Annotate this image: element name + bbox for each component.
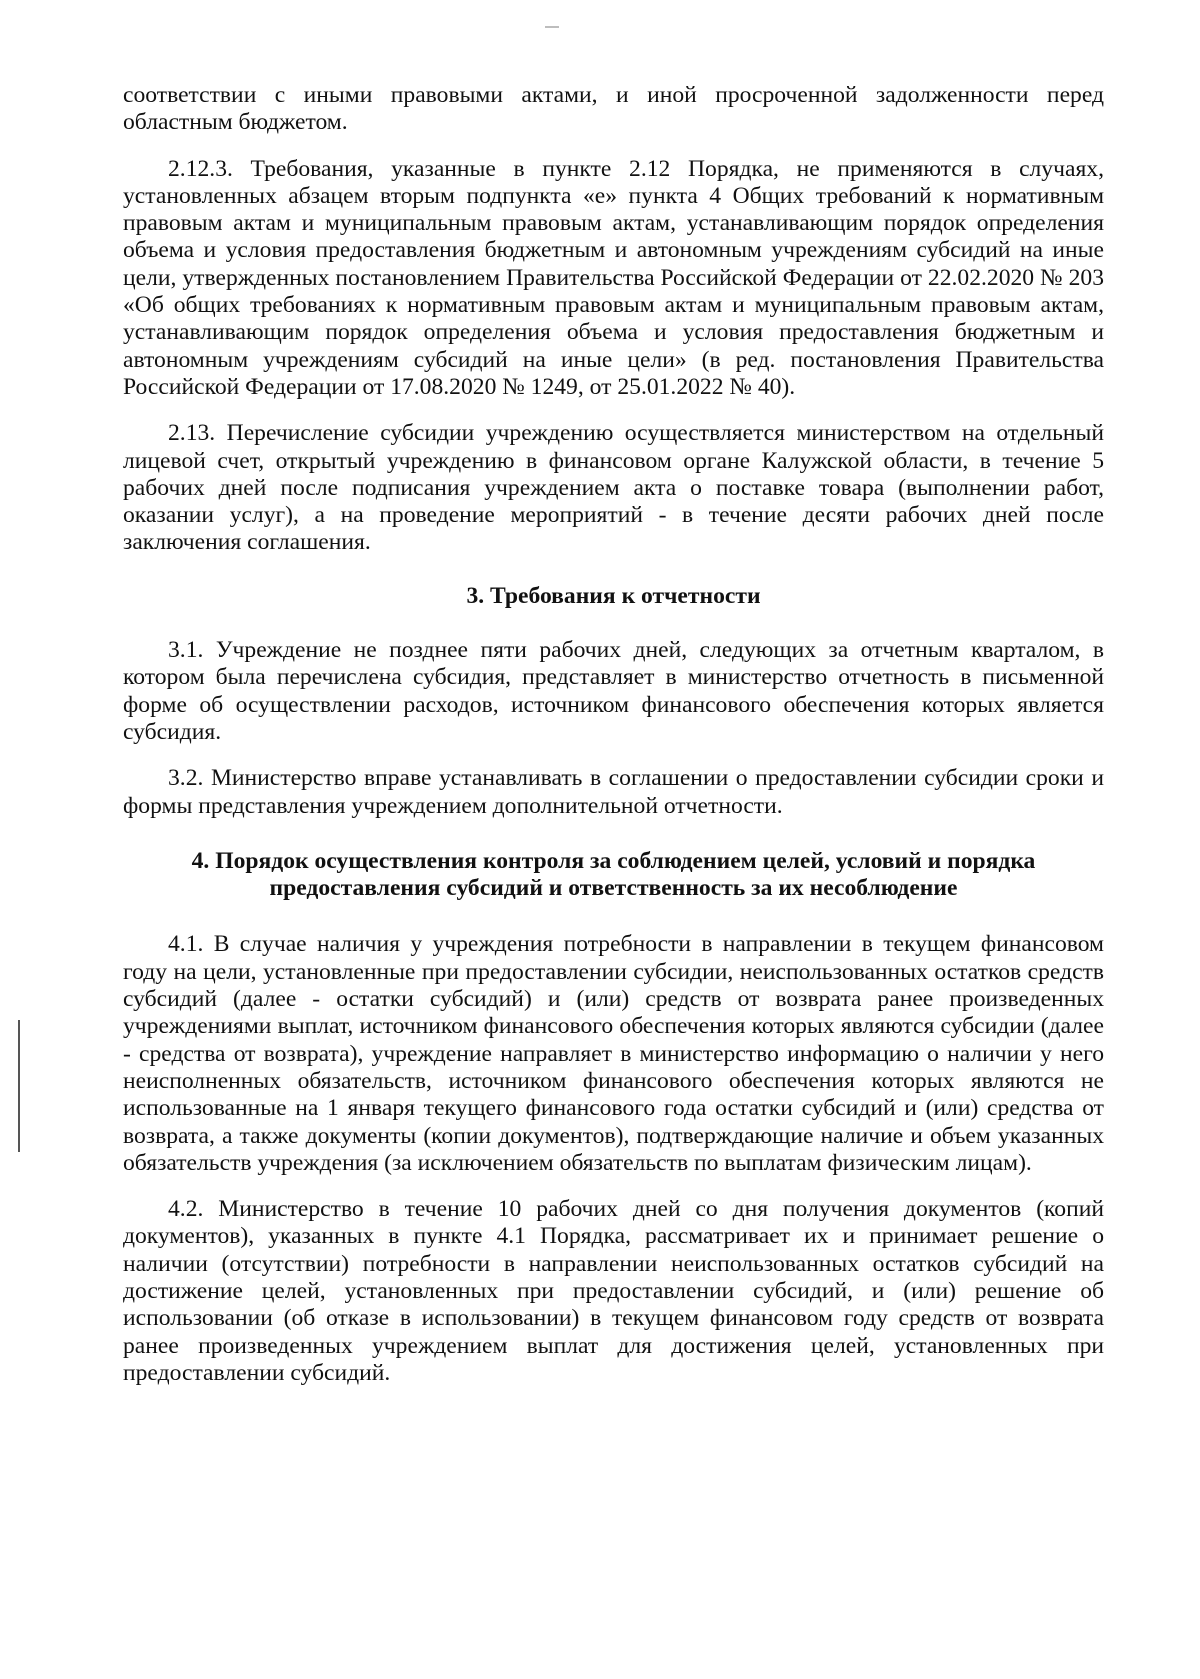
paragraph-4-2: 4.2. Министерство в течение 10 рабочих дней со дня получения документов (копий документов), указанных в пункте 4.1 Порядка, рассматривает их и принимает решение о наличии (отсутствии) потребности в направлении неиспользованных остатков субсидий на достижение целей, установленных при предоставлении субсидий, и (или) решение об использовании (об отказе в использовании) в текущем финансовом году средств от возврата ранее произведенных учреждением выплат для достижения целей, установленных при предоставлении субсидий.: [123, 1196, 1104, 1386]
paragraph-2-12-3: 2.12.3. Требования, указанные в пункте 2.12 Порядка, не применяются в случаях, установленных абзацем вторым подпункта «е» пункта 4 Общих требований к нормативным правовым актам и муниципальным правовым актам, устанавливающим порядок определения объема и условия предоставления бюджетным и автономным учреждениям субсидий на иные цели, утвержденных постановлением Правительства Российской Федерации от 22.02.2020 № 203 «Об общих требованиях к нормативным правовым актам и муниципальным правовым актам, устанавливающим порядок определения объема и условия предоставления бюджетным и автономным учреждениям субсидий на иные цели» (в ред. постановления Правительства Российской Федерации от 17.08.2020 № 1249, от 25.01.2022 № 40).: [123, 155, 1104, 400]
scan-margin-line: [18, 1020, 20, 1152]
section-4-heading-line-2: предоставления субсидий и ответственность за их несоблюдение: [269, 875, 958, 902]
paragraph-3-1: 3.1. Учреждение не позднее пяти рабочих дней, следующих за отчетным кварталом, в котором была перечислена субсидия, представляет в министерство отчетность в письменной форме об осуществлении расходов, источником финансового обеспечения которых является субсидия.: [123, 637, 1104, 745]
paragraph-4-1: 4.1. В случае наличия у учреждения потребности в направлении в текущем финансовом году на цели, установленные при предоставлении субсидии, неиспользованных остатков средств субсидий (далее - остатки субсидий) и (или) средств от возврата ранее произведенных учреждениями выплат, источником финансового обеспечения которых являются субсидии (далее - средства от возврата), учреждение направляет в министерство информацию о наличии у него неисполненных обязательств, источником финансового обеспечения которых являются не использованные на 1 января текущего финансового года остатки субсидий и (или) средства от возврата, а также документы (копии документов), подтверждающие наличие и объем указанных обязательств учреждения (за исключением обязательств по выплатам физическим лицам).: [123, 931, 1104, 1176]
paragraph-2-13: 2.13. Перечисление субсидии учреждению осуществляется министерством на отдельный лицевой счет, открытый учреждению в финансовом органе Калужской области, в течение 5 рабочих дней после подписания учреждением акта о поставке товара (выполнении работ, оказании услуг), а на проведение мероприятий - в течение десяти рабочих дней после заключения соглашения.: [123, 420, 1104, 556]
scan-artifact-dot: [545, 26, 559, 28]
section-4-heading: [123, 848, 1104, 903]
paragraph-continuation: соответствии с иными правовыми актами, и иной просроченной задолженности перед областным бюджетом.: [123, 82, 1104, 136]
document-body: [123, 82, 1104, 1387]
section-3-heading: 3. Требования к отчетности: [466, 582, 761, 609]
section-4-heading-line-1: 4. Порядок осуществления контроля за соблюдением целей, условий и порядка: [191, 847, 1036, 874]
paragraph-3-2: 3.2. Министерство вправе устанавливать в соглашении о предоставлении субсидии сроки и формы представления учреждением дополнительной отчетности.: [123, 765, 1104, 819]
